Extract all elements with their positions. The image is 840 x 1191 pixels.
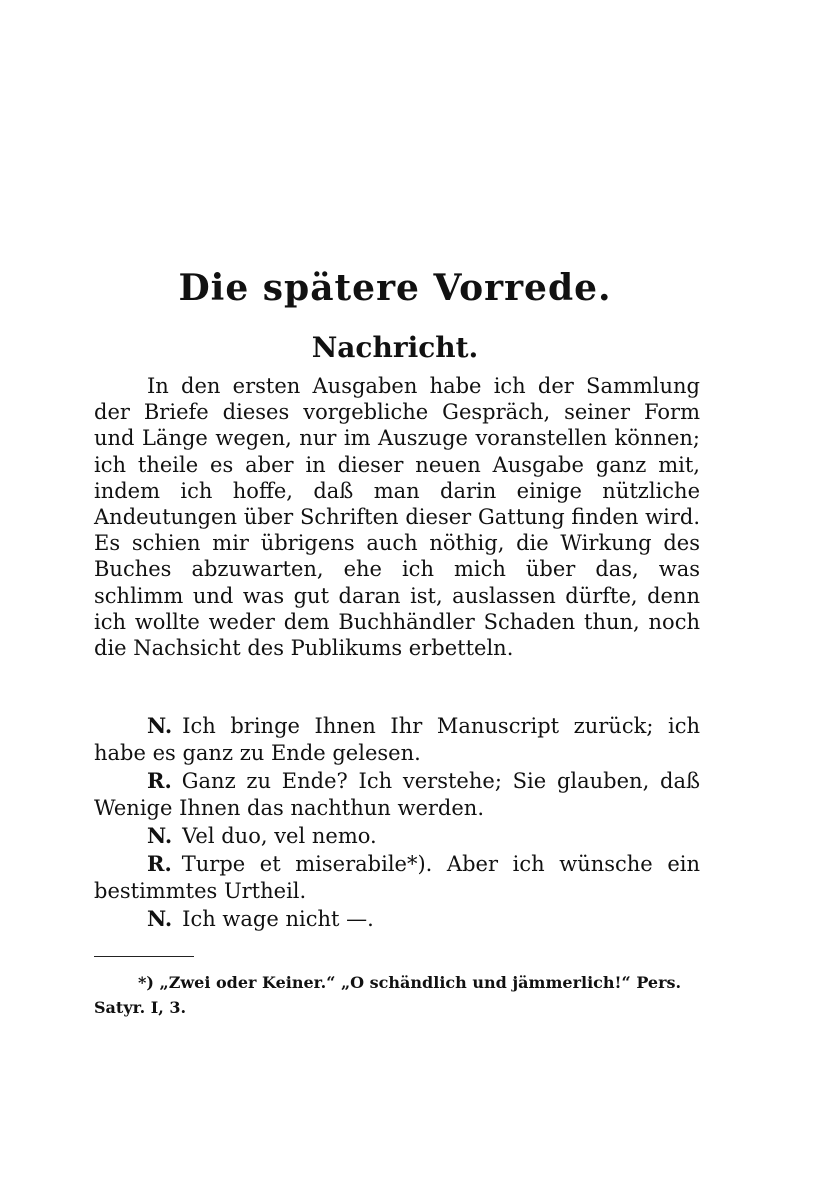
dialogue-text: Ich wage nicht —. (182, 907, 374, 931)
dialogue-line (94, 822, 700, 850)
speaker-label: N. (147, 906, 173, 931)
dialogue-text: Turpe et miserabile*). Aber ich wünsche ein bestimmtes Urtheil. (94, 852, 700, 903)
footnote: *) „Zwei oder Keiner.“ „O schändlich und jämmerlich!“ Pers. Satyr. I, 3. (94, 973, 682, 1017)
chapter-title: Die spätere Vorrede. (178, 267, 612, 309)
dialogue-text: Ganz zu Ende? Ich verstehe; Sie glauben, daß Wenige Ihnen das nachthun werden. (94, 769, 700, 820)
dialogue-line (94, 905, 700, 933)
dialogue-line (94, 850, 700, 905)
dialogue-text: Vel duo, vel nemo. (182, 824, 377, 848)
section-subtitle: Nachricht. (311, 331, 479, 364)
footnote-divider (94, 956, 194, 957)
intro-paragraph: In den ersten Ausgaben habe ich der Sammlung der Briefe dieses vorgebliche Gespräch, seiner Form und Länge wegen, nur im Auszuge voranstellen können; ich theile es aber in dieser neuen Ausgabe ganz mit, indem ich hoffe, daß man darin einige nützliche Andeutungen über Schriften dieser Gattung finden wird. Es schien mir übrigens auch nöthig, die Wirkung des Buches abzuwarten, ehe ich mich über das, was schlimm und was gut daran ist, auslassen dürfte, denn ich wollte weder dem Buchhändler Schaden thun, noch die Nachsicht des Publikums erbetteln. (94, 374, 700, 661)
dialogue-line (94, 767, 700, 822)
dialogue-text: Ich bringe Ihnen Ihr Manuscript zurück; ich habe es ganz zu Ende gelesen. (94, 714, 700, 765)
speaker-label: R. (147, 851, 172, 876)
dialogue-line (94, 712, 700, 767)
speaker-label: R. (147, 768, 172, 793)
speaker-label: N. (147, 823, 173, 848)
dialogue-block (94, 712, 700, 933)
speaker-label: N. (147, 713, 173, 738)
